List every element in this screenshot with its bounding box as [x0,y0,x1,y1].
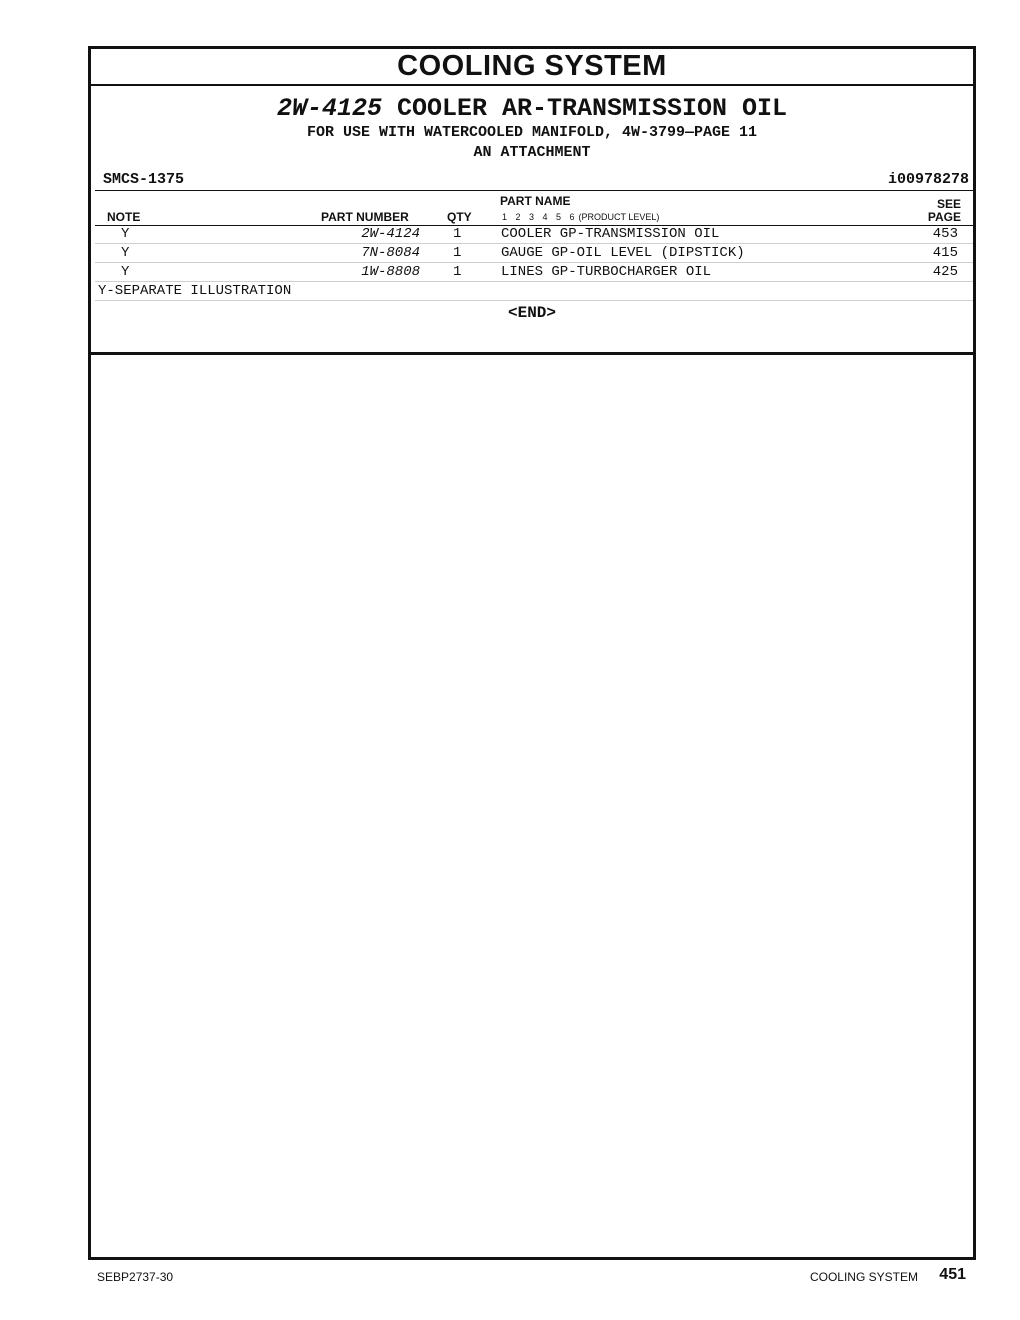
group-name: COOLER AR-TRANSMISSION OIL [396,94,788,123]
table-row [95,244,973,263]
illustration-id: i00978278 [887,171,969,188]
row-qty: 1 [453,264,462,280]
header-levels [502,212,659,222]
header-level-numbers: 1 2 3 4 5 6 [502,212,575,222]
header-part-name: PART NAME [500,194,571,208]
row-see-page: 453 [932,226,958,242]
note-legend: Y-SEPARATE ILLUSTRATION [98,283,292,299]
group-title [91,94,973,123]
table-row [95,263,973,282]
row-qty: 1 [453,245,462,261]
section-title: COOLING SYSTEM [91,49,973,86]
table-row [95,225,973,244]
smcs-code: SMCS-1375 [103,171,185,188]
row-part-name: GAUGE GP-OIL LEVEL (DIPSTICK) [501,245,745,261]
header-qty: QTY [447,210,472,224]
header-product-level: (PRODUCT LEVEL) [578,212,660,222]
footer-doc-number: SEBP2737-30 [97,1270,174,1284]
row-note: Y [121,245,130,261]
header-see: SEE [936,197,961,211]
row-part-number: 7N-8084 [361,245,420,261]
header-page: PAGE [927,210,961,224]
row-part-name: LINES GP-TURBOCHARGER OIL [501,264,712,280]
header-part-number: PART NUMBER [321,210,409,224]
footer-section-name: COOLING SYSTEM [809,1270,918,1284]
row-part-name: COOLER GP-TRANSMISSION OIL [501,226,720,242]
row-see-page: 415 [932,245,958,261]
page-frame [88,46,976,1260]
row-part-number: 2W-4124 [361,226,420,242]
header-note: NOTE [107,210,141,224]
table-header [95,190,973,226]
row-part-number: 1W-8808 [361,264,420,280]
parts-group [91,86,973,355]
row-note: Y [121,226,130,242]
group-subtitle-2: AN ATTACHMENT [473,144,591,161]
group-subtitle-1: FOR USE WITH WATERCOOLED MANIFOLD, 4W-3799—PAGE 11 [306,124,758,141]
row-see-page: 425 [932,264,958,280]
end-marker: <END> [507,304,556,322]
note-legend-row [95,282,973,301]
group-part-number: 2W-4125 [276,94,382,123]
row-qty: 1 [453,226,462,242]
row-note: Y [121,264,130,280]
footer-page-number: 451 [939,1266,966,1283]
